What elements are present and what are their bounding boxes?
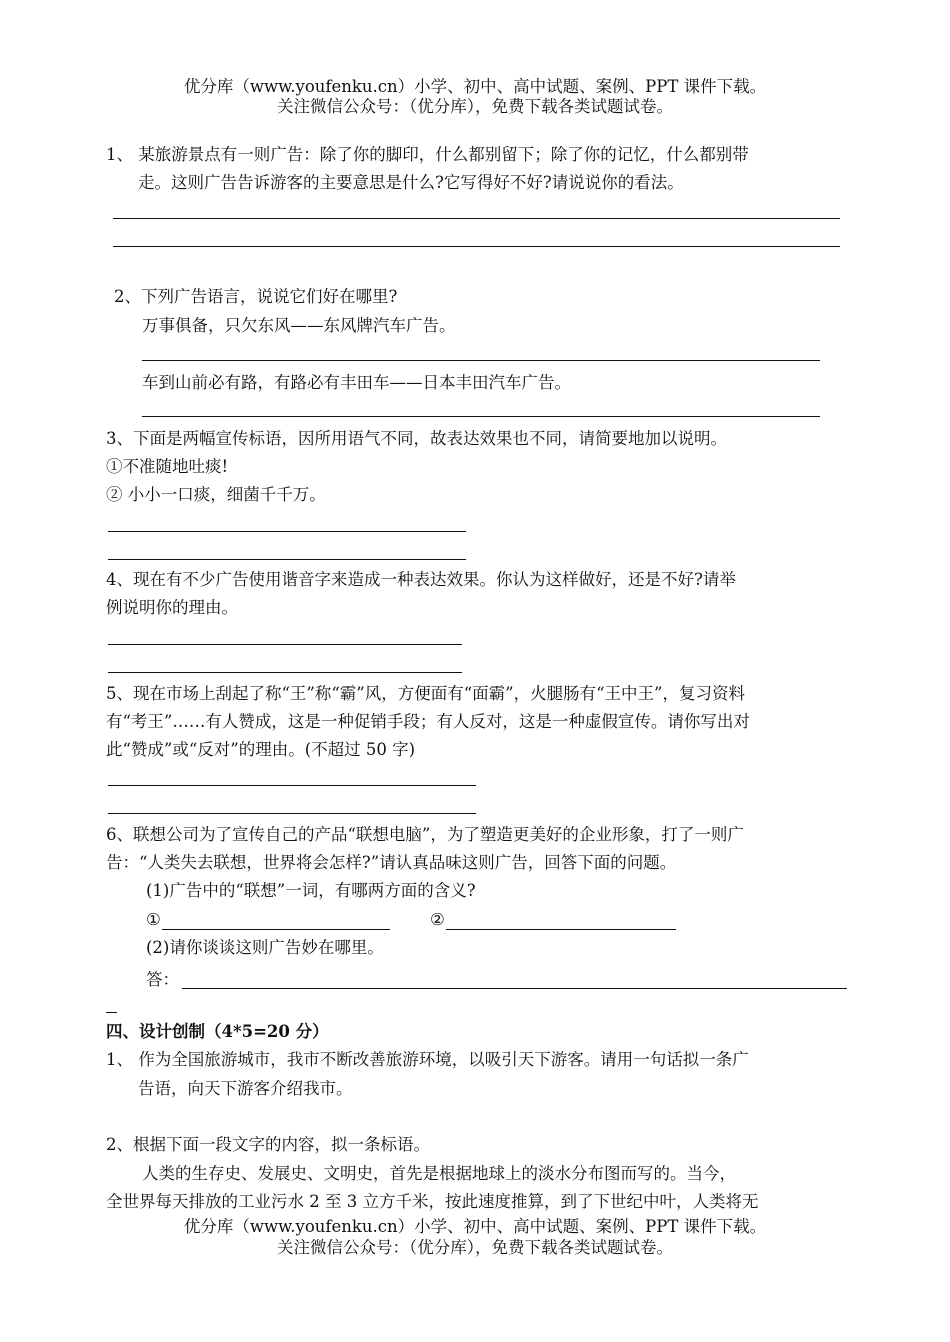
q6-line-1: 6、联想公司为了宣传自己的产品“联想电脑”，为了塑造更美好的企业形象，打了一则广 [106, 825, 744, 844]
s4-q2-title: 2、根据下面一段文字的内容，拟一条标语。 [106, 1135, 430, 1154]
section-4-heading: 四、设计创制（4*5=20 分） [106, 1022, 329, 1041]
answer-line[interactable] [142, 360, 820, 361]
q6-line-2: 告：“人类失去联想，世界将会怎样?”请认真品味这则广告，回答下面的问题。 [106, 853, 677, 872]
q6-answer-label: 答： [146, 970, 179, 989]
q3-item-1: ①不准随地吐痰! [106, 457, 229, 476]
q2-title: 2、下列广告语言，说说它们好在哪里? [114, 287, 398, 306]
q3-item-2: ② 小小一口痰，细菌千千万。 [106, 485, 326, 504]
s4-q1-line-1: 1、 作为全国旅游城市，我市不断改善旅游环境，以吸引天下游客。请用一句话拟一条广 [106, 1050, 749, 1069]
s4-q1-line-2: 告语，向天下游客介绍我市。 [138, 1079, 353, 1098]
answer-line[interactable] [108, 813, 476, 814]
answer-blank-2[interactable] [446, 929, 676, 930]
answer-line[interactable] [108, 559, 466, 560]
answer-line[interactable] [108, 672, 462, 673]
footer-line-1: 优分库（www.youfenku.cn）小学、初中、高中试题、案例、PPT 课件下载。 [183, 1217, 767, 1236]
header-line-2: 关注微信公众号：（优分库），免费下载各类试题试卷。 [277, 97, 673, 116]
q6-blank-1-label: ① [146, 910, 161, 929]
q1-line-1: 1、 某旅游景点有一则广告：除了你的脚印，什么都别留下；除了你的记忆，什么都别带 [106, 145, 749, 164]
q6-sub-question-2: (2)请你谈谈这则广告妙在哪里。 [146, 938, 384, 957]
answer-line-tail [106, 1012, 117, 1013]
q6-sub-question-1: (1)广告中的“联想”一词，有哪两方面的含义? [146, 881, 476, 900]
q5-line-3: 此“赞成”或“反对”的理由。(不超过 50 字) [106, 740, 416, 759]
q2-ad-2: 车到山前必有路，有路必有丰田车——日本丰田汽车广告。 [142, 373, 571, 392]
answer-line[interactable] [113, 246, 840, 247]
footer-line-2: 关注微信公众号：（优分库），免费下载各类试题试卷。 [277, 1238, 673, 1257]
answer-line[interactable] [113, 218, 840, 219]
q1-line-2: 走。这则广告告诉游客的主要意思是什么?它写得好不好?请说说你的看法。 [138, 173, 684, 192]
s4-q2-line-1: 人类的生存史、发展史、文明史，首先是根据地球上的淡水分布图而写的。当今， [142, 1164, 736, 1183]
q4-line-1: 4、现在有不少广告使用谐音字来造成一种表达效果。你认为这样做好，还是不好?请举 [106, 570, 736, 589]
answer-line[interactable] [108, 644, 462, 645]
q3-title: 3、下面是两幅宣传标语，因所用语气不同，故表达效果也不同，请简要地加以说明。 [106, 429, 727, 448]
answer-line[interactable] [142, 416, 820, 417]
q4-line-2: 例说明你的理由。 [106, 598, 238, 617]
answer-blank-1[interactable] [162, 929, 390, 930]
q2-ad-1: 万事俱备，只欠东风——东风牌汽车广告。 [142, 316, 456, 335]
header-line-1: 优分库（www.youfenku.cn）小学、初中、高中试题、案例、PPT 课件下载。 [183, 77, 767, 96]
answer-line[interactable] [182, 988, 847, 989]
answer-line[interactable] [108, 531, 466, 532]
q5-line-2: 有“考王”……有人赞成，这是一种促销手段；有人反对，这是一种虚假宣传。请你写出对 [106, 712, 750, 731]
q6-blank-2-label: ② [430, 910, 445, 929]
answer-line[interactable] [108, 785, 476, 786]
s4-q2-line-2: 全世界每天排放的工业污水 2 至 3 立方千米，按此速度推算，到了下世纪中叶，人类将无 [106, 1192, 759, 1211]
q5-line-1: 5、现在市场上刮起了称“王”称“霸”风，方便面有“面霸”，火腿肠有“王中王”，复习资料 [106, 684, 745, 703]
